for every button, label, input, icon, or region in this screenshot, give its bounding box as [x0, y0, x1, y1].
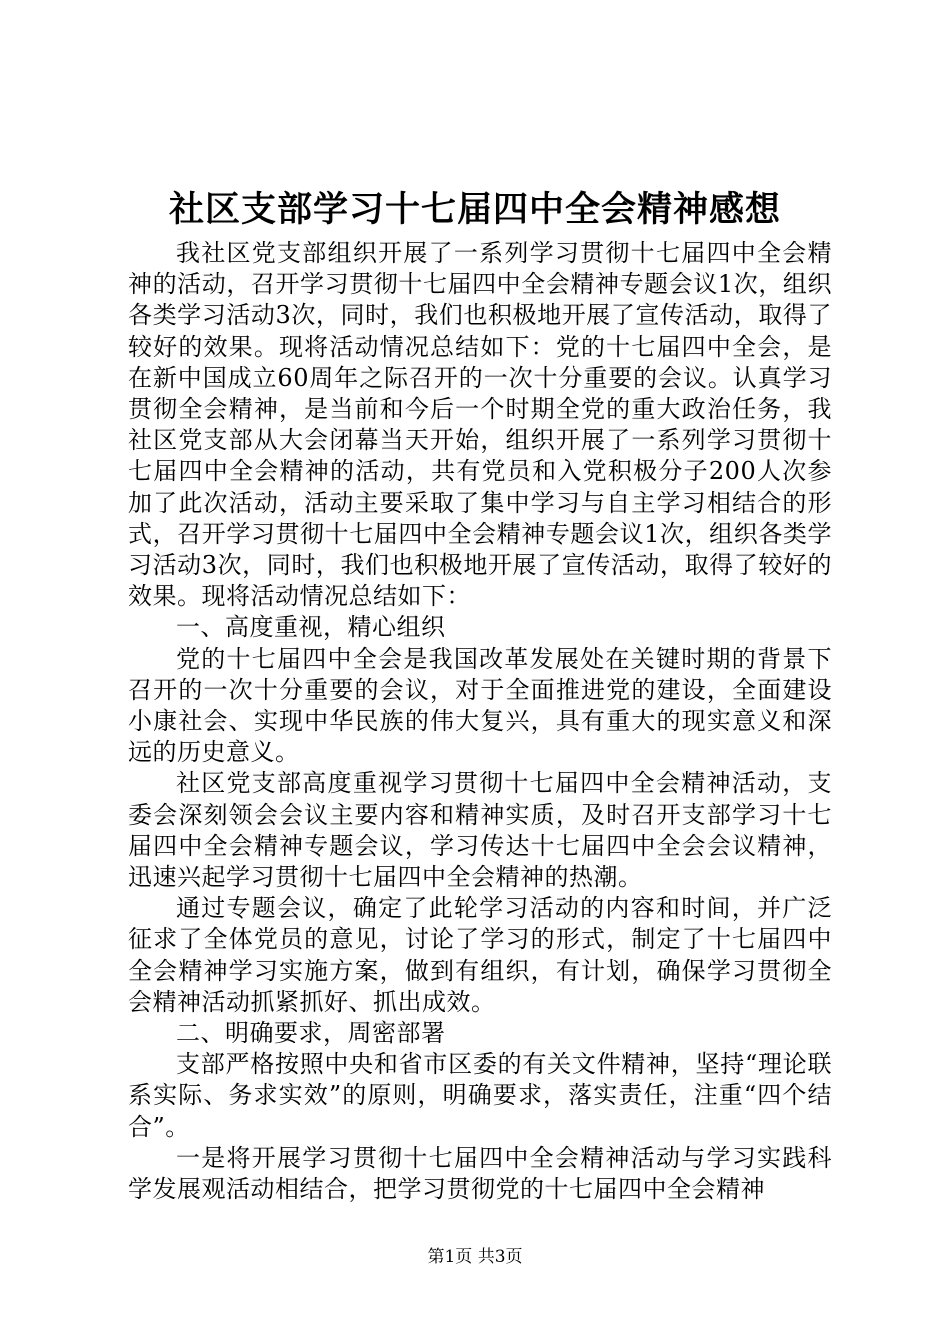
page-number-footer: 第1页 共3页 — [427, 1247, 523, 1267]
body-paragraph: 支部严格按照中央和省市区委的有关文件精神，坚持“理论联系实际、务求实效”的原则，明确要求，落实责任，注重“四个结合”。 — [128, 1050, 832, 1141]
document-title: 社区支部学习十七届四中全会精神感想 — [168, 189, 781, 230]
body-paragraph: 社区党支部高度重视学习贯彻十七届四中全会精神活动，支委会深刻领会会议主要内容和精神实质，及时召开支部学习十七届四中全会精神专题会议，学习传达十七届四中全会会议精神，迅速兴起学习贯彻十七届四中全会精神的热潮。 — [128, 769, 832, 892]
section-heading: 一、高度重视，精心组织 — [176, 613, 446, 642]
body-paragraph: 我社区党支部组织开展了一系列学习贯彻十七届四中全会精神的活动，召开学习贯彻十七届四中全会精神专题会议1次，组织各类学习活动3次，同时，我们也积极地开展了宣传活动，取得了较好的效果。现将活动情况总结如下：党的十七届四中全会，是在新中国成立60周年之际召开的一次十分重要的会议。认真学习贯彻全会精神，是当前和今后一个时期全党的重大政治任务，我社区党支部从大会闭幕当天开始，组织开展了一系列学习贯彻十七届四中全会精神的活动，共有党员和入党积极分子200人次参加了此次活动，活动主要采取了集中学习与自主学习相结合的形式，召开学习贯彻十七届四中全会精神专题会议1次，组织各类学习活动3次，同时，我们也积极地开展了宣传活动，取得了较好的效果。现将活动情况总结如下： — [128, 239, 832, 611]
document-body — [128, 238, 832, 1205]
body-paragraph: 党的十七届四中全会是我国改革发展处在关键时期的背景下召开的一次十分重要的会议，对于全面推进党的建设，全面建设小康社会、实现中华民族的伟大复兴，具有重大的现实意义和深远的历史意义。 — [128, 644, 832, 767]
body-paragraph: 一是将开展学习贯彻十七届四中全会精神活动与学习实践科学发展观活动相结合，把学习贯彻党的十七届四中全会精神 — [128, 1143, 832, 1204]
section-heading: 二、明确要求，周密部署 — [176, 1019, 446, 1048]
body-paragraph: 通过专题会议，确定了此轮学习活动的内容和时间，并广泛征求了全体党员的意见，讨论了学习的形式，制定了十七届四中全会精神学习实施方案，做到有组织，有计划，确保学习贯彻全会精神活动抓紧抓好、抓出成效。 — [128, 894, 832, 1016]
